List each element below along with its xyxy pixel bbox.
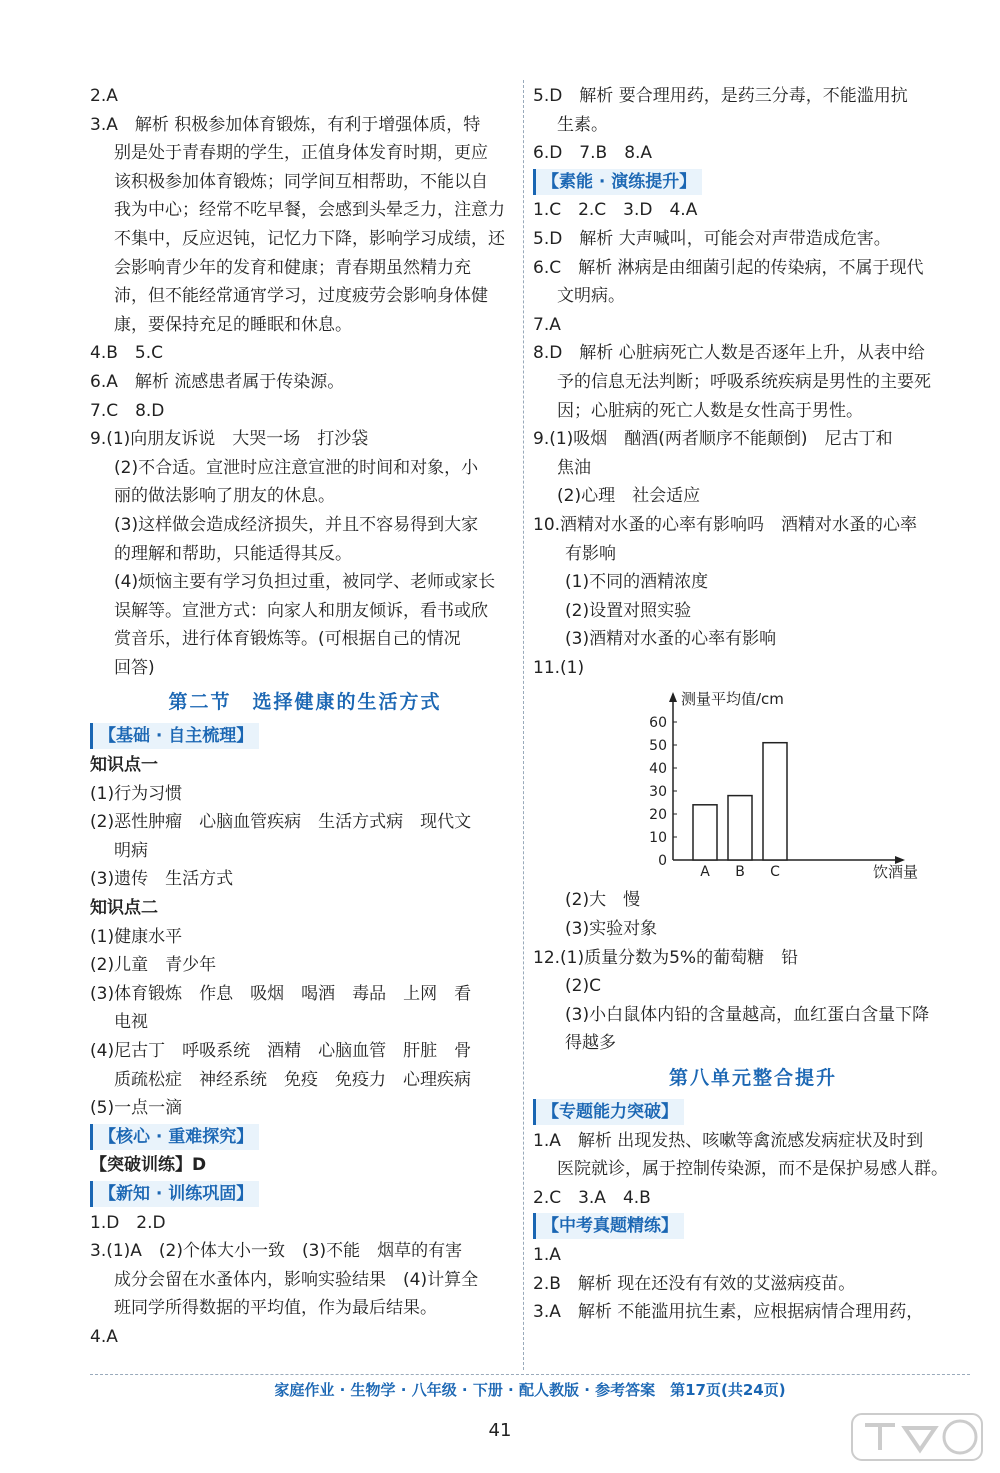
answer-9-line: 赏音乐，进行体育锻炼等。(可根据自己的情况 bbox=[114, 629, 461, 650]
zhongkao-answer-2: 2.B 解析 现在还没有有效的艾滋病疫苗。 bbox=[533, 1273, 856, 1294]
suneng-answer-10-line: (1)不同的酒精浓度 bbox=[565, 572, 709, 593]
section-tag-suneng: 【素能 · 演练提升】 bbox=[533, 169, 702, 195]
section-tag-hexin: 【核心 · 重难探究】 bbox=[90, 1124, 259, 1150]
suneng-answer-9-line: 焦油 bbox=[557, 457, 591, 478]
zhongkao-answer-1: 1.A bbox=[533, 1245, 561, 1265]
answer-3-line: 该积极参加体育锻炼；同学间互相帮助，不能以自 bbox=[114, 171, 488, 192]
y-axis-arrow bbox=[669, 692, 677, 702]
bar-chart bbox=[613, 682, 933, 886]
suneng-answer-12-line: (3)小白鼠体内铅的含量越高，血红蛋白含量下降 bbox=[565, 1004, 930, 1025]
right-column bbox=[533, 82, 973, 1327]
section-tag-zhongkao: 【中考真题精练】 bbox=[533, 1213, 684, 1239]
y-tick-label: 30 bbox=[649, 784, 667, 801]
suneng-answer-7: 7.A bbox=[533, 314, 561, 335]
suneng-answer-8-line: 予的信息无法判断；呼吸系统疾病是男性的主要死 bbox=[557, 371, 931, 392]
section-tag-jichu: 【基础 · 自主梳理】 bbox=[90, 723, 259, 749]
suneng-answer-10-line: 10.酒精对水蚤的心率有影响吗 酒精对水蚤的心率 bbox=[533, 514, 918, 535]
suneng-answer-10-line: (2)设置对照实验 bbox=[565, 600, 692, 621]
watermark-logo bbox=[850, 1410, 985, 1465]
answer-9-line: 的理解和帮助，只能适得其反。 bbox=[114, 543, 352, 564]
xinzhi-answer-1-2: 1.D 2.D bbox=[90, 1212, 166, 1233]
answer-r6: 6.D 7.B 8.A bbox=[533, 143, 653, 164]
zhongkao-answer-3: 3.A 解析 不能滥用抗生素，应根据病情合理用药， bbox=[533, 1302, 924, 1323]
answer-3-line: 3.A 解析 积极参加体育锻炼，有利于增强体质，特 bbox=[90, 114, 481, 135]
y-tick-label: 40 bbox=[649, 761, 667, 778]
bar-B bbox=[728, 796, 752, 860]
kp2-item: (1)健康水平 bbox=[90, 926, 183, 947]
answer-7-8: 7.C 8.D bbox=[90, 400, 165, 421]
kp1-item: (1)行为习惯 bbox=[90, 783, 183, 804]
bar-C bbox=[763, 743, 787, 860]
page-footer: 家庭作业 · 生物学 · 八年级 · 下册 · 配人教版 · 参考答案 第17页(共24页) bbox=[90, 1374, 970, 1400]
unit-title: 第八单元整合提升 bbox=[668, 1067, 837, 1090]
answer-6: 6.A 解析 流感患者属于传染源。 bbox=[90, 371, 345, 392]
answer-3-line: 别是处于青春期的学生，正值身体发育时期，更应 bbox=[114, 143, 488, 164]
xinzhi-answer-4: 4.A bbox=[90, 1326, 118, 1347]
knowledge-point-2-title: 知识点二 bbox=[90, 898, 158, 919]
bar-chart-container bbox=[533, 682, 973, 886]
y-axis-label: 测量平均值/cm bbox=[681, 690, 784, 709]
xinzhi-answer-3-line: 3.(1)A (2)个体大小一致 (3)不能 烟草的有害 bbox=[90, 1241, 463, 1262]
x-tick-label-B: B bbox=[735, 864, 745, 881]
zhuanti-answer-1-line: 1.A 解析 出现发热、咳嗽等禽流感发病症状及时到 bbox=[533, 1130, 924, 1151]
answer-4-5: 4.B 5.C bbox=[90, 343, 163, 364]
answer-9-line: (3)这样做会造成经济损失，并且不容易得到大家 bbox=[114, 514, 479, 535]
xinzhi-answer-3-line: 成分会留在水蚤体内，影响实验结果 (4)计算全 bbox=[114, 1269, 479, 1290]
kp2-item: (3)体育锻炼 作息 吸烟 喝酒 毒品 上网 看 bbox=[90, 983, 472, 1004]
answer-9-line: 丽的做法影响了朋友的休息。 bbox=[114, 486, 335, 507]
page-number: 41 bbox=[488, 1420, 512, 1441]
suneng-answer-1-4: 1.C 2.C 3.D 4.A bbox=[533, 200, 698, 221]
x-tick-label-A: A bbox=[700, 864, 710, 881]
suneng-answer-11-line: (3)实验对象 bbox=[565, 919, 658, 940]
y-tick-label: 10 bbox=[649, 830, 667, 847]
xinzhi-answer-3-line: 班同学所得数据的平均值，作为最后结果。 bbox=[114, 1298, 437, 1319]
bar-A bbox=[693, 805, 717, 860]
answer-3-line: 康，要保持充足的睡眠和休息。 bbox=[114, 314, 352, 335]
y-tick-label: 60 bbox=[649, 715, 667, 732]
left-column bbox=[90, 82, 520, 1352]
suneng-answer-6-line: 6.C 解析 淋病是由细菌引起的传染病，不属于现代 bbox=[533, 257, 924, 278]
section-tag-zhuanti: 【专题能力突破】 bbox=[533, 1099, 684, 1125]
answer-9-line: 回答) bbox=[114, 657, 155, 678]
suneng-answer-9-line: (2)心理 社会适应 bbox=[557, 486, 701, 507]
section-title: 第二节 选择健康的生活方式 bbox=[168, 691, 442, 714]
breakthrough-training: 【突破训练】D bbox=[90, 1155, 207, 1176]
answer-3-line: 会影响青少年的发育和健康；青春期虽然精力充 bbox=[114, 257, 471, 278]
answer-9-line: (4)烦恼主要有学习负担过重，被同学、老师或家长 bbox=[114, 572, 496, 593]
answer-9-line: (2)不合适。宣泄时应注意宣泄的时间和对象，小 bbox=[114, 457, 479, 478]
suneng-answer-9-line: 9.(1)吸烟 酗酒(两者顺序不能颠倒) 尼古丁和 bbox=[533, 429, 893, 450]
suneng-answer-12-line: (2)C bbox=[565, 976, 601, 997]
x-axis-label: 饮酒量 bbox=[873, 863, 919, 882]
kp1-item: 明病 bbox=[114, 840, 148, 861]
y-tick-label: 50 bbox=[649, 738, 667, 755]
kp2-item: (5)一点一滴 bbox=[90, 1098, 183, 1119]
y-tick-label: 0 bbox=[658, 853, 667, 870]
kp1-item: (2)恶性肿瘤 心脑血管疾病 生活方式病 现代文 bbox=[90, 812, 472, 833]
suneng-answer-12-line: 得越多 bbox=[565, 1033, 616, 1054]
answer-9-line: 误解等。宣泄方式：向家人和朋友倾诉，看书或欣 bbox=[114, 600, 488, 621]
y-tick-label: 20 bbox=[649, 807, 667, 824]
suneng-answer-5: 5.D 解析 大声喊叫，可能会对声带造成危害。 bbox=[533, 228, 891, 249]
suneng-answer-10-line: 有影响 bbox=[565, 543, 616, 564]
suneng-answer-12-line: 12.(1)质量分数为5%的葡萄糖 铅 bbox=[533, 947, 799, 968]
kp2-item: (2)儿童 青少年 bbox=[90, 955, 217, 976]
zhuanti-answer-2-4: 2.C 3.A 4.B bbox=[533, 1187, 651, 1208]
column-divider bbox=[523, 80, 525, 1370]
suneng-answer-11: 11.(1) bbox=[533, 657, 585, 678]
kp1-item: (3)遗传 生活方式 bbox=[90, 869, 234, 890]
zhuanti-answer-1-line: 医院就诊，属于控制传染源，而不是保护易感人群。 bbox=[557, 1159, 948, 1180]
watermark-logo-icon bbox=[850, 1410, 985, 1465]
suneng-answer-8-line: 8.D 解析 心脏病死亡人数是否逐年上升，从表中给 bbox=[533, 343, 925, 364]
answer-r5-line: 5.D 解析 要合理用药，是药三分毒，不能滥用抗 bbox=[533, 86, 908, 106]
answer-9-line: 9.(1)向朋友诉说 大哭一场 打沙袋 bbox=[90, 429, 369, 450]
answer-3-line: 沛，但不能经常通宵学习，过度疲劳会影响身体健 bbox=[114, 286, 488, 307]
kp2-item: (4)尼古丁 呼吸系统 酒精 心脑血管 肝脏 骨 bbox=[90, 1041, 472, 1061]
kp2-item: 质疏松症 神经系统 免疫 免疫力 心理疾病 bbox=[114, 1069, 471, 1090]
answer-3-line: 我为中心；经常不吃早餐，会感到头晕乏力，注意力 bbox=[114, 200, 505, 221]
answer-2: 2.A bbox=[90, 86, 118, 106]
suneng-answer-11-line: (2)大 慢 bbox=[565, 890, 641, 911]
knowledge-point-1-title: 知识点一 bbox=[90, 755, 158, 776]
kp2-item: 电视 bbox=[114, 1012, 148, 1033]
suneng-answer-8-line: 因；心脏病的死亡人数是女性高于男性。 bbox=[557, 400, 863, 421]
answer-r5-line: 生素。 bbox=[557, 114, 608, 135]
answer-3-line: 不集中，反应迟钝，记忆力下降，影响学习成绩，还 bbox=[114, 228, 505, 249]
section-tag-xinzhi: 【新知 · 训练巩固】 bbox=[90, 1181, 259, 1207]
suneng-answer-6-line: 文明病。 bbox=[557, 286, 625, 307]
suneng-answer-10-line: (3)酒精对水蚤的心率有影响 bbox=[565, 629, 777, 650]
x-tick-label-C: C bbox=[770, 864, 780, 881]
